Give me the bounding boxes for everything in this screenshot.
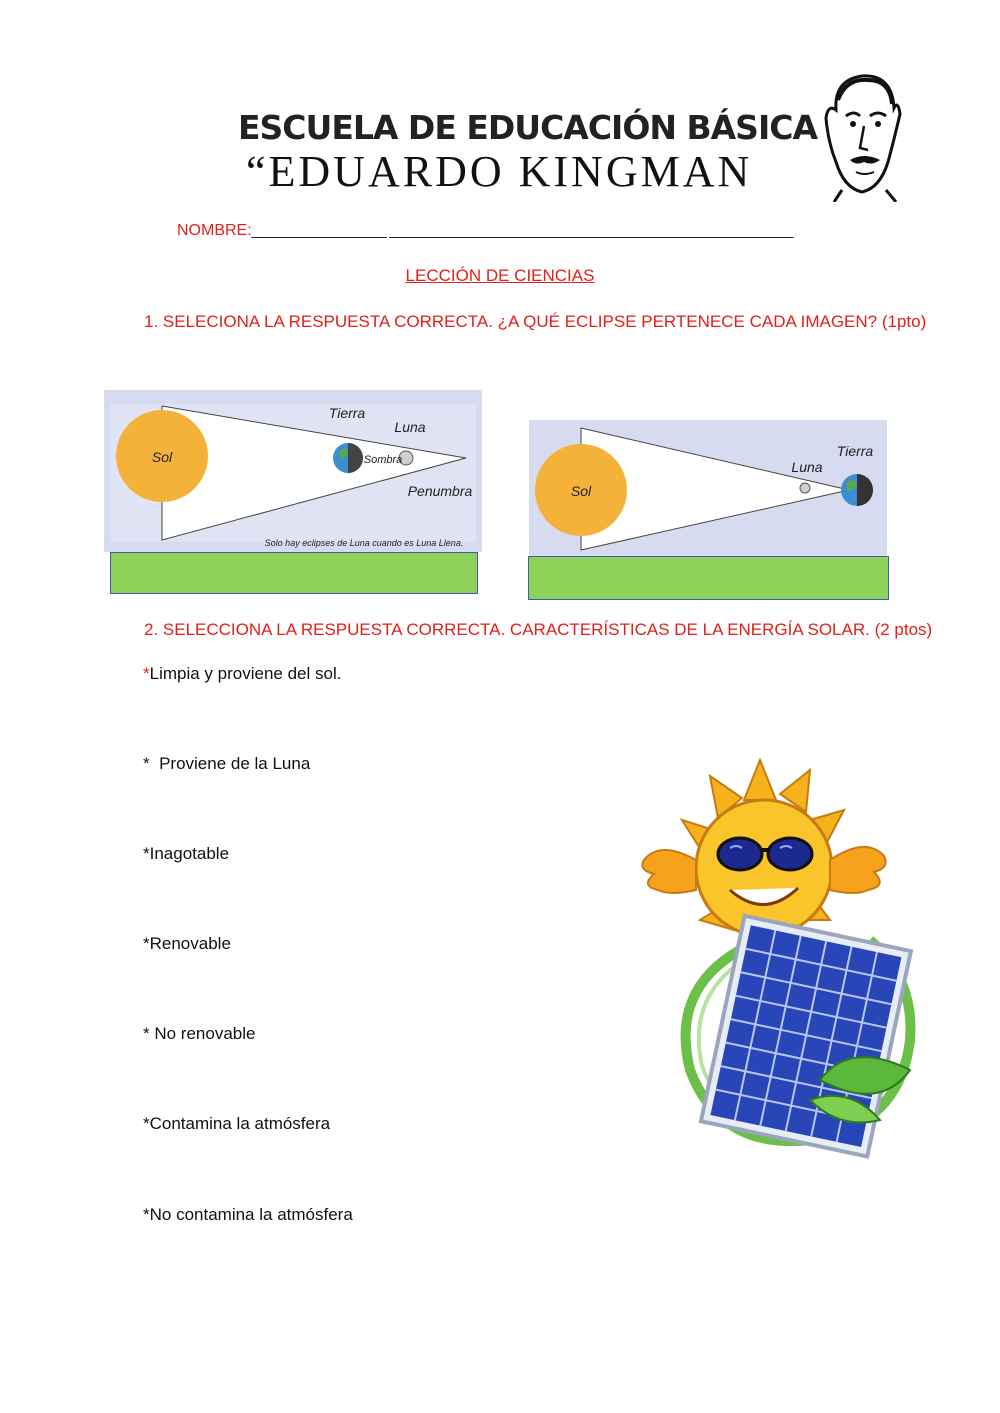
diagram-caption: Solo hay eclipses de Luna cuando es Luna Llena. [264, 538, 464, 548]
label-tierra-right: Tierra [836, 443, 874, 459]
option-3[interactable]: *Inagotable [143, 844, 230, 863]
sun-face [696, 800, 832, 936]
answer-box-2[interactable] [528, 556, 889, 600]
solar-eclipse-diagram [529, 420, 887, 556]
lunar-eclipse-diagram [104, 390, 482, 552]
label-luna: Luna [394, 419, 426, 435]
option-5[interactable]: * No renovable [143, 1024, 256, 1043]
school-subtitle: “EDUARDO KINGMAN [246, 147, 753, 196]
name-underline: _________________ ___________________________________________________ [251, 222, 793, 239]
label-sol: Sol [151, 449, 173, 465]
answer-box-1[interactable] [110, 552, 478, 594]
label-sombra: Sombra [363, 454, 403, 466]
option-4[interactable]: *Renovable [143, 934, 231, 953]
question-1-text: 1. SELECIONA LA RESPUESTA CORRECTA. ¿A QUÉ ECLIPSE PERTENECE CADA IMAGEN? (1pto) [144, 312, 927, 331]
school-name: ESCUELA DE EDUCACIÓN BÁSICA [238, 108, 817, 147]
label-luna-right: Luna [791, 459, 823, 475]
option-1[interactable]: *Limpia y proviene del sol. [143, 664, 342, 683]
name-field[interactable] [177, 222, 792, 240]
option-7[interactable]: *No contamina la atmósfera [143, 1205, 353, 1224]
portrait-illustration [816, 70, 908, 202]
label-tierra: Tierra [328, 405, 366, 421]
label-sol-right: Sol [570, 483, 592, 499]
solar-panel-sun-illustration [630, 740, 920, 1160]
question-2-text: 2. SELECCIONA LA RESPUESTA CORRECTA. CARACTERÍSTICAS DE LA ENERGÍA SOLAR. (2 ptos) [144, 620, 933, 639]
option-6[interactable]: *Contamina la atmósfera [143, 1114, 331, 1133]
option-marker: * [143, 664, 150, 683]
lesson-title: LECCIÓN DE CIENCIAS [405, 266, 595, 285]
moon-shape-right [800, 483, 810, 493]
option-2[interactable]: * Proviene de la Luna [143, 754, 311, 773]
label-penumbra: Penumbra [407, 483, 473, 499]
name-label: NOMBRE: [177, 222, 252, 239]
